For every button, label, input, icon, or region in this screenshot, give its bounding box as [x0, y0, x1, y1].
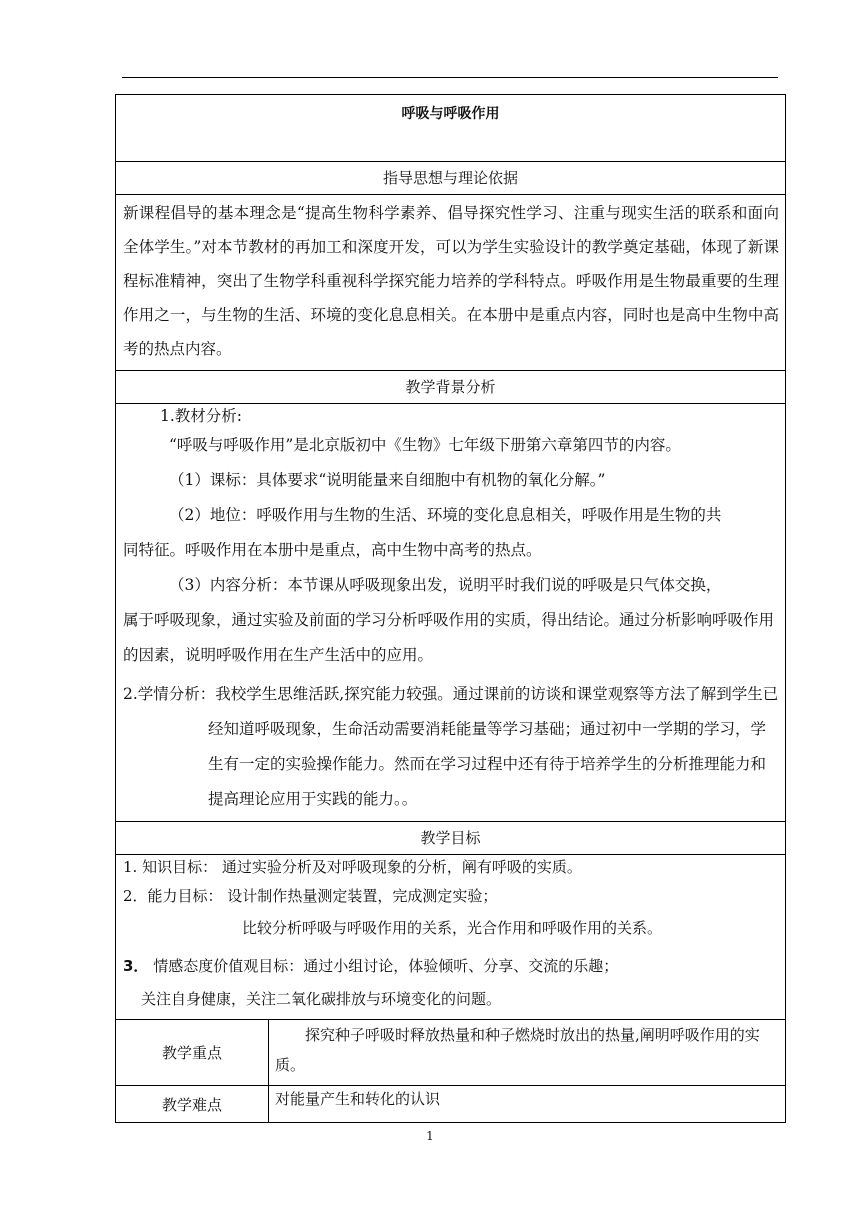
- background-heading: 教学背景分析: [116, 371, 785, 404]
- difficulty-label: 教学难点: [116, 1086, 269, 1122]
- emotion-goal-number: 3．: [123, 957, 149, 975]
- curriculum-standard: （1）课标：具体要求“说明能量来自细胞中有机物的氧化分解。”: [169, 471, 606, 489]
- header-rule: [122, 77, 778, 78]
- emotion-goal-line-1: [123, 949, 781, 983]
- student-analysis: 2.学情分析：我校学生思维活跃,探究能力较强。通过课前的访谈和课堂观察等方法了解到学生已经知道呼吸现象，生命活动需要消耗能量等学习基础；通过初中一学期的学习，学生有一定的实验操作能力。然而在学习过程中还有待于培养学生的分析推理能力和提高理论应用于实践的能力。。: [123, 685, 779, 808]
- ability-goal-line-1: 2．能力目标： 设计制作热量测定装置，完成测定实验；: [123, 887, 498, 905]
- difficulty-text: 对能量产生和转化的认识: [275, 1090, 441, 1108]
- page-number: 1: [426, 1129, 434, 1143]
- position-line-2: 同特征。呼吸作用在本册中是重点，高中生物中高考的热点。: [123, 541, 542, 559]
- emotion-goal-text: 情感态度价值观目标：通过小组讨论，体验倾听、分享、交流的乐趣；: [148, 957, 619, 975]
- key-point-label: 教学重点: [116, 1020, 269, 1085]
- key-point-text: 探究种子呼吸时释放热量和种子燃烧时放出的热量,阐明呼吸作用的实质。: [275, 1026, 760, 1074]
- knowledge-goal: 1. 知识目标： 通过实验分析及对呼吸现象的分析，阐有呼吸的实质。: [123, 858, 582, 876]
- textbook-analysis-title: 1.教材分析:: [160, 407, 243, 425]
- teaching-goals: [116, 855, 785, 1020]
- ability-goal-line-2: 比较分析呼吸与呼吸作用的关系，光合作用和呼吸作用的关系。: [242, 919, 663, 937]
- goals-heading: 教学目标: [116, 822, 785, 855]
- difficulty-row: [116, 1086, 785, 1122]
- position-line-1: （2）地位：呼吸作用与生物的生活、环境的变化息息相关，呼吸作用是生物的共: [169, 506, 722, 524]
- key-point-row: [116, 1020, 785, 1086]
- lesson-title: 呼吸与呼吸作用: [116, 95, 785, 162]
- content-analysis-rest: 属于呼吸现象，通过实验及前面的学习分析呼吸作用的实质，得出结论。通过分析影响呼吸作用的因素，说明呼吸作用在生产生活中的应用。: [123, 611, 775, 664]
- content-analysis-line-1: （3）内容分析：本节课从呼吸现象出发，说明平时我们说的呼吸是只气体交换，: [169, 576, 722, 594]
- textbook-intro: “呼吸与呼吸作用”是北京版初中《生物》七年级下册第六章第四节的内容。: [169, 436, 681, 454]
- lesson-plan-table: [115, 94, 786, 1123]
- emotion-goal-line-2: 关注自身健康，关注二氧化碳排放与环境变化的问题。: [141, 990, 502, 1008]
- guiding-heading: 指导思想与理论依据: [116, 162, 785, 195]
- guiding-text: 新课程倡导的基本理念是“提高生物科学素养、倡导探究性学习、注重与现实生活的联系和面向全体学生。”对本节教材的再加工和深度开发，可以为学生实验设计的教学奠定基础，体现了新课程标准精神，突出了生物学科重视科学探究能力培养的学科特点。呼吸作用是生物最重要的生理作用之一，与生物的生活、环境的变化息息相关。在本册中是重点内容，同时也是高中生物中高考的热点内容。: [116, 195, 785, 371]
- background-analysis: [116, 404, 785, 822]
